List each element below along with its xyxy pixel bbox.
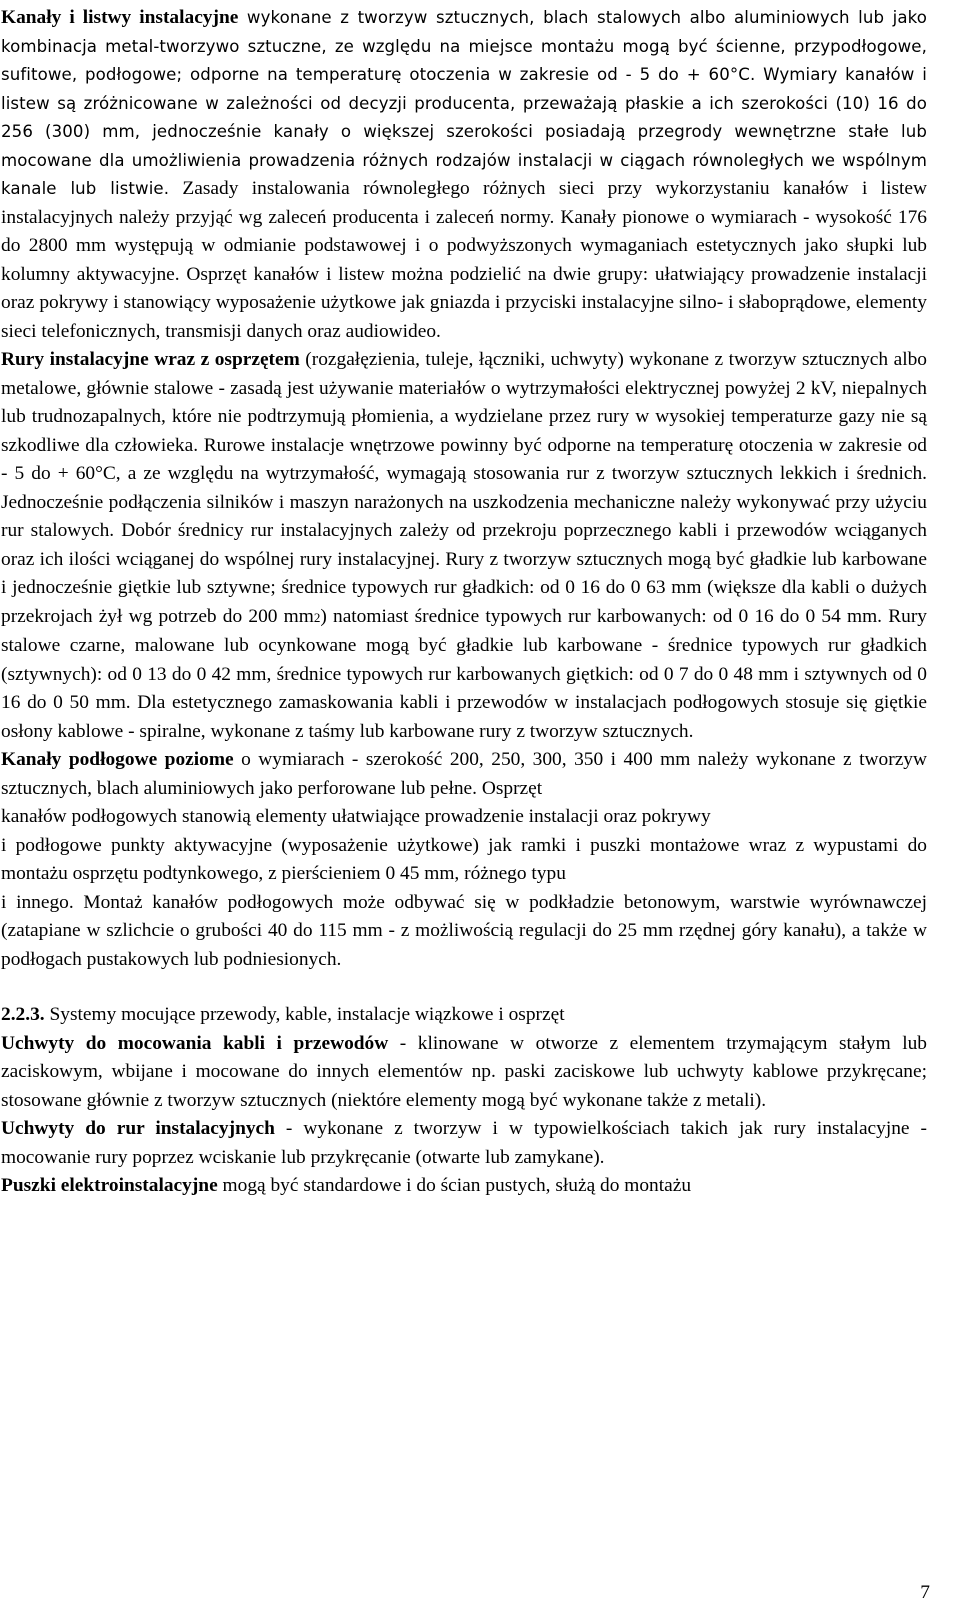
section-title: Systemy mocujące przewody, kable, instalacje wiązkowe i osprzęt — [44, 1004, 565, 1025]
floor-channels-text1: o wymiarach - szerokość 200, 250, 300, 350 i 400 mm należy wykonane z tworzyw sztucznych, blach aluminiowych jako perforowane lub pełne. Osprzęt — [1, 749, 928, 799]
channels-accessories: Osprzęt kanałów i listew można podzielić na dwie grupy: ułatwiający prowadzenie instalacji oraz pokrywy i stanowiący wyposażenie użytkowe jak gniazda i przyciski instalacyjne silno- i słaboprądowe, elementy sieci telefonicznych, transmisji danych oraz audiowideo. — [1, 263, 927, 342]
term-boxes: Puszki elektroinstalacyjne — [1, 1175, 218, 1196]
mm2-subscript: 2 — [313, 609, 321, 625]
term-conduit-holders: Uchwyty do rur instalacyjnych — [1, 1118, 275, 1139]
channels-dimensions: Wymiary kanałów i listew są zróżnicowane w zależności od decyzji producenta, przeważają płaskie a ich szerokości (10) 16 do 256 (300) mm, jednocześnie kanały o większej szerokości posiadają przegrody wewnętrzne stałe lub mocowane dla umożliwienia prowadzenia różnych rodzajów instalacji w ciągach równoległych we wspólnym kanale lub listwie. — [1, 65, 928, 198]
conduits-description-b: ) natomiast średnice typowych rur karbowanych: od 0 16 do 0 54 mm. Rury stalowe czarne, malowane lub ocynkowane mogą być gładkie lub karbowane - średnice typowych rur gładkich (sztywnych): od 0 13 do 0 42 mm, średnice typowych rur karbowanych giętkich: od 0 7 do 0 48 mm i sztywnych od 0 16 do 0 50 mm. Dla estetycznego zamaskowania kabli i przewodów w instalacjach podłogowych stosuje się giętkie osłony kablowe - spiralne, wykonane z taśmy lub karbowane rury z tworzyw sztucznych. — [1, 605, 927, 742]
page-number: 7 — [920, 1582, 930, 1603]
boxes-text: mogą być standardowe i do ścian pustych, służą do montażu — [217, 1175, 692, 1196]
paragraph-boxes — [1, 1172, 927, 1201]
conduits-description-a: (rozgałęzienia, tuleje, łączniki, uchwyty) wykonane z tworzyw sztucznych albo metalowe, głównie stalowe - zasadą jest używanie materiałów o wytrzymałości elektrycznej powyżej 2 kV, niepalnych lub trudnozapalnych, które nie podtrzymują płomienia, a wydzielane przez rury w wysokiej temperaturze gazy nie są szkodliwe dla człowieka. Rurowe instalacje wnętrzowe powinny być odporne na temperaturę otoczenia w zakresie od - 5 do + 60°C, a ze względu na wytrzymałość, wymagają stosowania rur z tworzyw sztucznych lekkich i średnich. Jednocześnie podłączenia silników i maszyn narażonych na uszkodzenia mechaniczne należy wykonywać przy użyciu rur stalowych. Dobór średnicy rur instalacyjnych zależy od przekroju poprzecznego kabli i przewodów wciąganych oraz ich ilości wciąganej do wspólnej rury instalacyjnej. Rury z tworzyw sztucznych mogą być gładkie lub karbowane i jednocześnie giętkie lub sztywne; średnice typowych rur gładkich: od 0 16 do 0 63 mm (większe dla kabli o dużych przekrojach żył wg potrzeb do 200 mm — [1, 349, 927, 627]
paragraph-channels-strips — [1, 4, 927, 346]
section-heading — [1, 1001, 927, 1030]
floor-channels-line2: kanałów podłogowych stanowią elementy ułatwiające prowadzenie instalacji oraz pokrywy — [1, 806, 711, 827]
conduit-holders-text: - wykonane z tworzyw i w typowielkościach takich jak rury instalacyjne - mocowanie rury poprzez wciskanie lub przykręcanie (otwarte lub zamykane). — [1, 1118, 927, 1168]
paragraph-cable-holders — [1, 1030, 927, 1116]
channels-installation-rules: Zasady instalowania równoległego różnych sieci przy wykorzystaniu kanałów i listew instalacyjnych należy przyjąć wg zaleceń producenta i zaleceń normy. — [1, 178, 927, 228]
section-number: 2.2.3. — [1, 1004, 45, 1025]
floor-channels-line4: i innego. Montaż kanałów podłogowych może odbywać się w podkładzie betonowym, warstwie wyrównawczej (zatapiane w szlichcie o grubości 40 do 115 mm - z możliwością regulacji do 25 mm rzędnej góry kanału), a także w podłogach pustakowych lub podniesionych. — [1, 891, 927, 970]
channels-description: wykonane z tworzyw sztucznych, blach stalowych albo aluminiowych lub jako kombinacja metal-tworzywo sztuczne, ze względu na miejsce montażu mogą być ścienne, przypodłogowe, sufitowe, podłogowe; odporne na temperaturę otoczenia w zakresie od - 5 do + 60°C. — [1, 8, 927, 84]
term-cable-holders: Uchwyty do mocowania kabli i przewodów — [1, 1032, 389, 1054]
cable-holders-text: - klinowane w otworze z elementem trzymającym stałym lub zaciskowym, wbijane i mocowane do innych elementów np. paski zaciskowe lub uchwyty kablowe przykręcane; stosowane głównie z tworzyw sztucznych (niektóre elementy mogą być wykonane także z metali). — [1, 1032, 928, 1111]
term-floor-channels: Kanały podłogowe poziome — [1, 749, 234, 770]
paragraph-floor-channels — [1, 746, 927, 974]
vertical-channels: Kanały pionowe o wymiarach - wysokość 176 do 2800 mm występują w odmianie podstawowej i o podwyższonych wymaganiach estetycznych jako słupki lub kolumny aktywacyjne. — [1, 206, 927, 285]
floor-channels-line3: i podłogowe punkty aktywacyjne (wyposażenie użytkowe) jak ramki i puszki montażowe wraz z wypustami do montażu osprzętu podtynkowego, z pierścieniem 0 45 mm, różnego typu — [1, 834, 927, 884]
term-conduits: Rury instalacyjne wraz z osprzętem — [1, 349, 300, 370]
section-gap — [1, 974, 927, 1001]
paragraph-conduit-holders — [1, 1115, 927, 1172]
floor-channels-line1 — [1, 746, 927, 803]
term-channels-strips: Kanały i listwy instalacyjne — [1, 7, 239, 28]
paragraph-conduits — [1, 346, 927, 746]
